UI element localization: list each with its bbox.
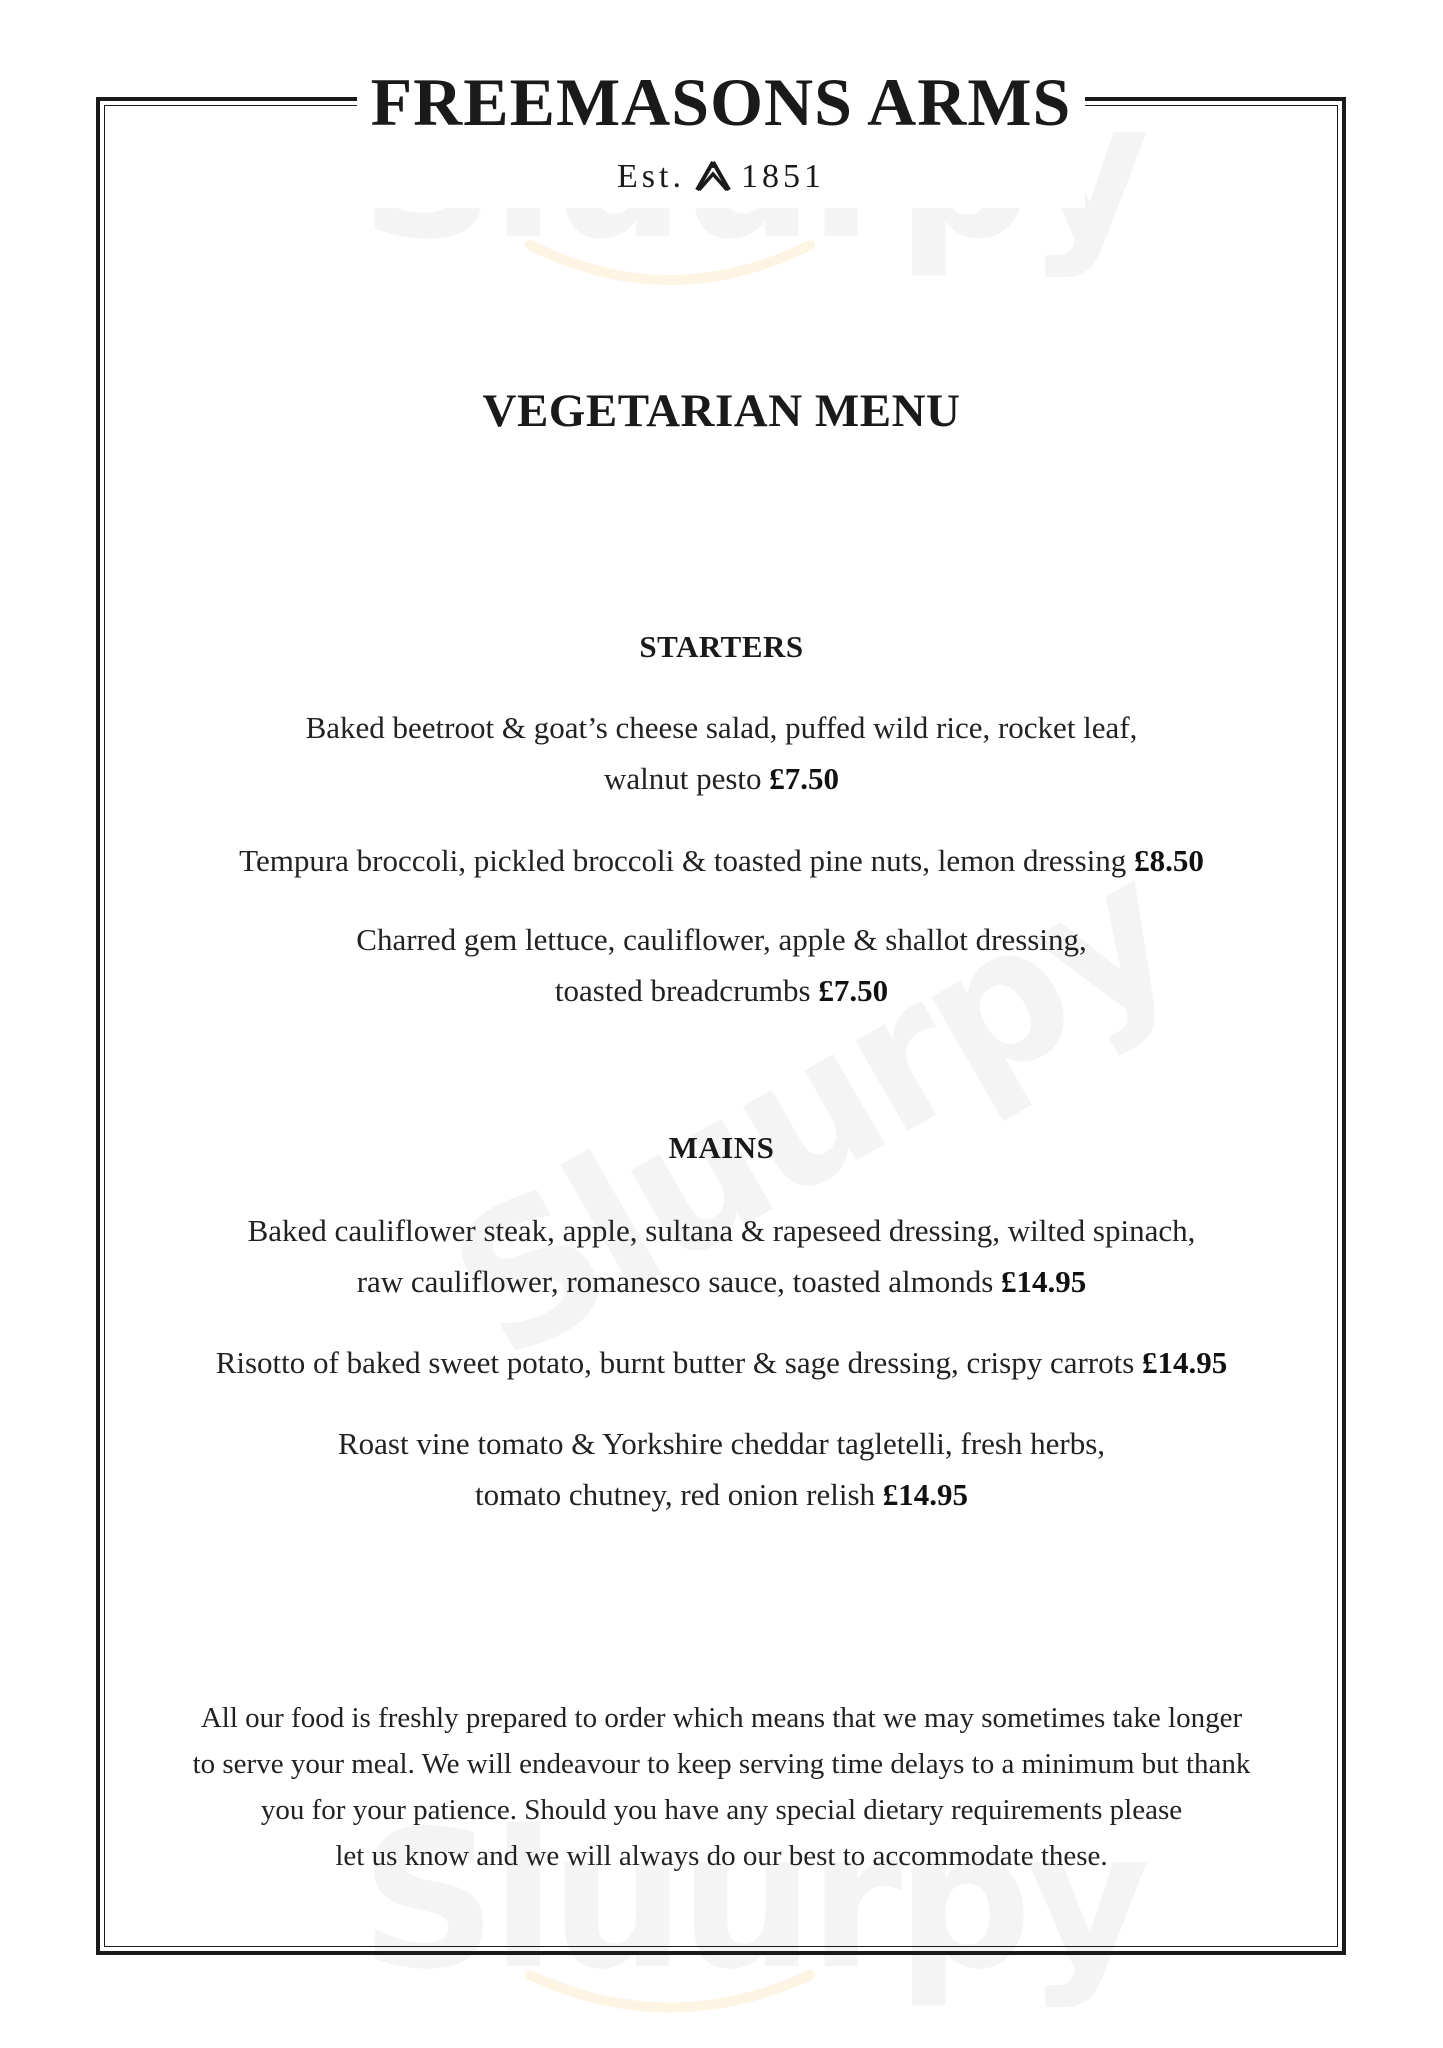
item-price: £14.95 bbox=[1001, 1264, 1087, 1299]
item-line-with-price bbox=[0, 835, 1443, 886]
item-line: walnut pesto bbox=[603, 761, 762, 796]
menu-item bbox=[0, 1205, 1443, 1307]
item-line: tomato chutney, red onion relish bbox=[474, 1477, 876, 1512]
menu-title: VEGETARIAN MENU bbox=[482, 385, 961, 437]
item-line: Roast vine tomato & Yorkshire cheddar tagletelli, fresh herbs, bbox=[337, 1426, 1106, 1461]
footer-note bbox=[0, 1695, 1443, 1879]
brand-name: FREEMASONS ARMS bbox=[370, 64, 1072, 140]
est-prefix: Est. bbox=[617, 158, 685, 195]
item-line: Baked beetroot & goat’s cheese salad, puffed wild rice, rocket leaf, bbox=[305, 710, 1138, 745]
item-price: £8.50 bbox=[1134, 843, 1204, 878]
item-line-with-price bbox=[0, 1256, 1443, 1307]
item-price: £14.95 bbox=[1142, 1345, 1228, 1380]
item-price: £14.95 bbox=[882, 1477, 969, 1512]
section-title-starters: STARTERS bbox=[639, 629, 804, 664]
note-line: to serve your meal. We will endeavour to keep serving time delays to a minimum but thank bbox=[192, 1748, 1251, 1780]
square-and-compass-icon bbox=[693, 160, 733, 194]
item-line-with-price bbox=[0, 1337, 1443, 1388]
note-line: All our food is freshly prepared to order which means that we may sometimes take longer bbox=[200, 1702, 1243, 1734]
established-line bbox=[357, 158, 1085, 196]
item-price: £7.50 bbox=[818, 973, 889, 1008]
section-title-mains: MAINS bbox=[668, 1130, 775, 1165]
menu-item bbox=[0, 702, 1443, 804]
item-line-with-price bbox=[0, 1469, 1443, 1520]
item-line: Risotto of baked sweet potato, burnt butter & sage dressing, crispy carrots bbox=[215, 1345, 1135, 1380]
menu-item bbox=[0, 1418, 1443, 1520]
item-price: £7.50 bbox=[769, 761, 840, 796]
watermark-swoosh-bottom bbox=[520, 1960, 820, 2030]
menu-item bbox=[0, 835, 1443, 886]
menu-item bbox=[0, 914, 1443, 1016]
note-line: you for your patience. Should you have any special dietary requirements please bbox=[260, 1794, 1183, 1826]
menu-item bbox=[0, 1337, 1443, 1388]
item-line: toasted breadcrumbs bbox=[554, 973, 811, 1008]
menu-frame-inner bbox=[104, 105, 1338, 1947]
note-line: let us know and we will always do our best to accommodate these. bbox=[335, 1840, 1108, 1872]
item-line: Tempura broccoli, pickled broccoli & toasted pine nuts, lemon dressing bbox=[239, 843, 1127, 878]
est-year: 1851 bbox=[740, 158, 825, 195]
item-line: Charred gem lettuce, cauliflower, apple & shallot dressing, bbox=[356, 922, 1087, 957]
item-line: raw cauliflower, romanesco sauce, toasted almonds bbox=[356, 1264, 994, 1299]
header bbox=[357, 58, 1085, 208]
item-line-with-price bbox=[0, 965, 1443, 1016]
item-line-with-price bbox=[0, 753, 1443, 804]
item-line: Baked cauliflower steak, apple, sultana & rapeseed dressing, wilted spinach, bbox=[247, 1213, 1196, 1248]
